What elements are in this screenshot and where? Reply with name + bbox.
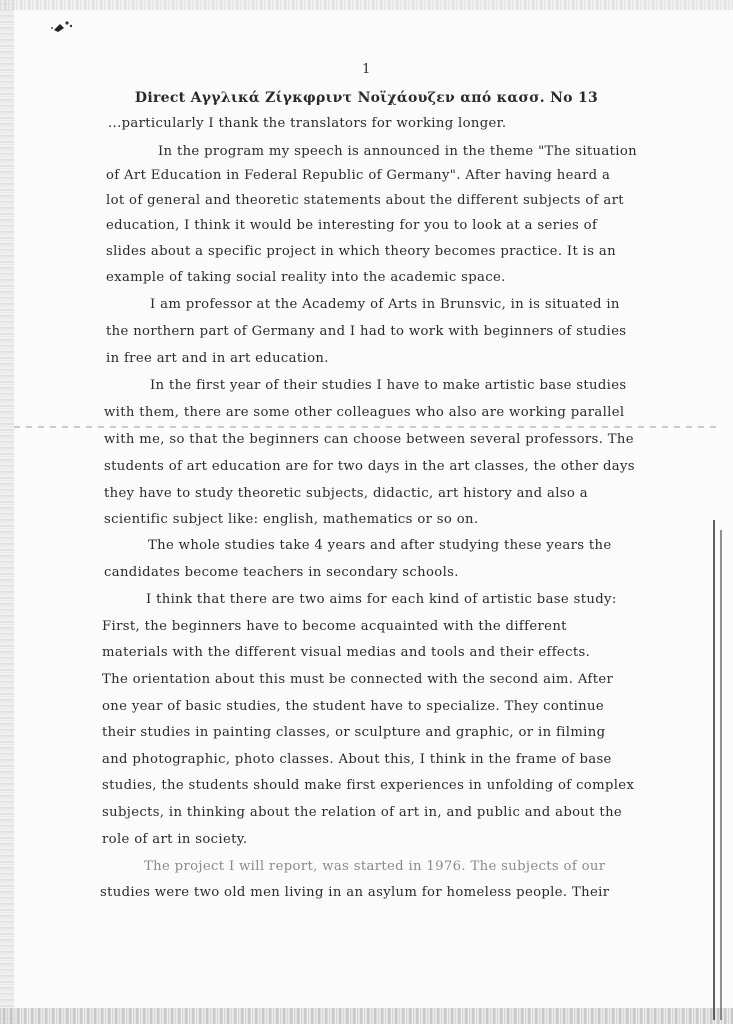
body-text-line: subjects, in thinking about the relation of art in, and public and about the [102, 805, 623, 820]
body-text-line: in free art and in art education. [106, 351, 329, 366]
scan-streak [14, 426, 719, 428]
body-text-line: their studies in painting classes, or sculpture and graphic, or in filming [102, 725, 606, 740]
body-text-line: one year of basic studies, the student have to specialize. They continue [102, 699, 605, 714]
body-text-line: studies were two old men living in an asylum for homeless people. Their [100, 885, 610, 900]
body-text-line: I am professor at the Academy of Arts in Brunsvic, in is situated in [150, 297, 620, 312]
body-text-line: students of art education are for two days in the art classes, the other days [104, 459, 635, 474]
body-text-line: The project I will report, was started in 1976. The subjects of our [144, 859, 606, 874]
body-text-line: lot of general and theoretic statements about the different subjects of art [106, 193, 624, 208]
body-text-line: First, the beginners have to become acquainted with the different [102, 619, 567, 634]
body-text-line: education, I think it would be interesting for you to look at a series of [106, 218, 598, 233]
body-text-line: In the first year of their studies I have to make artistic base studies [150, 378, 627, 393]
body-text-line: In the program my speech is announced in the theme "The situation [158, 144, 637, 159]
body-text-line: with me, so that the beginners can choose between several professors. The [104, 432, 634, 447]
body-text-line: ...particularly I thank the translators for working longer. [108, 116, 507, 131]
body-text-line: candidates become teachers in secondary schools. [104, 565, 459, 580]
body-text-line: role of art in society. [102, 832, 248, 847]
body-text-line: with them, there are some other colleagues who also are working parallel [104, 405, 625, 420]
body-text-line: studies, the students should make first experiences in unfolding of complex [102, 778, 635, 793]
document-header: Direct Αγγλικά Ζίγκφριντ Νοϊχάουζεν από κασσ. Νο 13 [134, 90, 599, 106]
body-text-line: I think that there are two aims for each kind of artistic base study: [146, 592, 617, 607]
scan-margin-line [720, 530, 722, 1020]
body-text-line: materials with the different visual medias and tools and their effects. [102, 645, 591, 660]
body-text-line: slides about a specific project in which theory becomes practice. It is an [106, 244, 616, 259]
ink-smudge [50, 18, 76, 34]
scan-edge-bottom [0, 1008, 733, 1024]
body-text-line: example of taking social reality into the academic space. [106, 270, 506, 285]
body-text-line: of Art Education in Federal Republic of Germany". After having heard a [106, 168, 611, 183]
page-number: 1 [362, 62, 371, 77]
body-text-line: the northern part of Germany and I had to work with beginners of studies [106, 324, 627, 339]
scan-edge-left [0, 0, 14, 1024]
body-text-line: The orientation about this must be connected with the second aim. After [102, 672, 614, 687]
scan-margin-line [713, 520, 715, 1020]
body-text-line: The whole studies take 4 years and after studying these years the [148, 538, 612, 553]
scan-edge-top [0, 0, 733, 10]
body-text-line: and photographic, photo classes. About this, I think in the frame of base [102, 752, 612, 767]
body-text-line: they have to study theoretic subjects, didactic, art history and also a [104, 486, 588, 501]
body-text-line: scientific subject like: english, mathematics or so on. [104, 512, 479, 527]
